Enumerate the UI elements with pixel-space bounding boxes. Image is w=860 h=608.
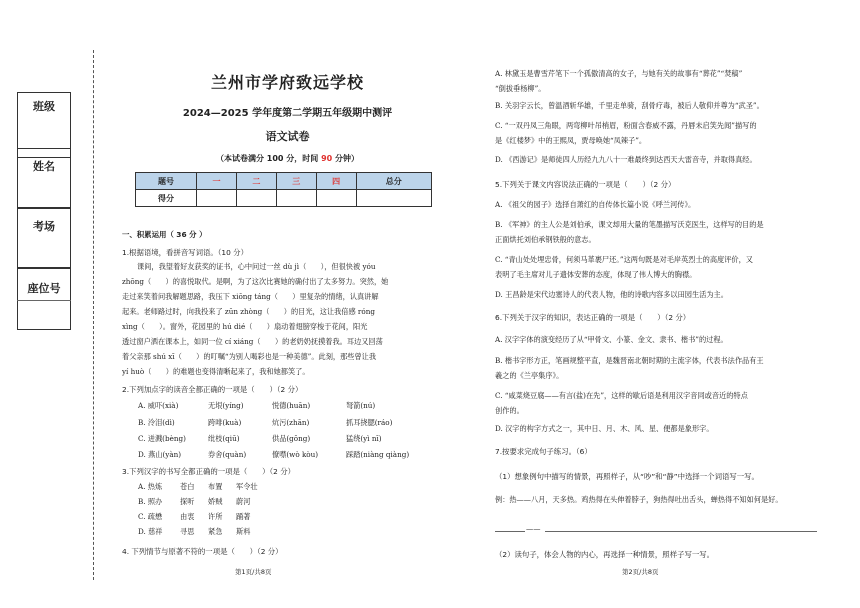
score-head-1: 一	[197, 173, 237, 190]
option-word: 供品(gōng)	[272, 434, 311, 443]
exam-note-suffix: 分钟）	[332, 154, 359, 163]
binding-dashed-line	[93, 50, 94, 580]
exam-note-time: 90	[321, 154, 333, 163]
q4-option-b[interactable]: B. 关羽字云长，曾温酒斩华雄，千里走单骑，刮骨疗毒，被后人敬仰并尊为“武圣”。	[495, 101, 764, 110]
option-word: D. 燕山(yàn)	[138, 450, 182, 459]
option-word: D. 慈祥	[138, 527, 163, 536]
score-cell[interactable]	[236, 190, 276, 207]
option-word: 券舍(quàn)	[208, 450, 247, 459]
score-table-row	[136, 190, 432, 207]
q4-option-d[interactable]: D. 《西游记》是师徒四人历经九九八十一难最终到达西天大雷音寺，并取得真经。	[495, 155, 757, 164]
seat-box	[17, 268, 71, 330]
question-7: 7.按要求完成句子练习。（6）	[495, 447, 592, 456]
exam-note-prefix: （本试卷满分 100 分，时间	[216, 154, 322, 163]
score-head-total: 总分	[356, 173, 431, 190]
q5-option-a[interactable]: A. 《祖父的园子》选择自萧红的自传体长篇小说《呼兰河传》。	[495, 200, 696, 209]
option-word: 斯料	[236, 527, 251, 536]
option-word: 布置	[208, 482, 223, 491]
score-head-2: 二	[236, 173, 276, 190]
q6-option-a[interactable]: A. 汉字字体的演变经历了从“甲骨文、小篆、金文、隶书、楷书”的过程。	[495, 335, 728, 344]
score-cell[interactable]	[197, 190, 237, 207]
option-word: A. 热炼	[138, 482, 163, 491]
option-word: 跨啡(kuà)	[208, 418, 242, 427]
score-table	[135, 172, 432, 207]
passage-line: 透过窗户洒在课本上，如同一位 cí xiáng（ ）的老奶奶抚摸着我。耳边又回荡	[122, 337, 383, 346]
q6-option-b-line2: 羲之的《兰亭集序》。	[495, 371, 564, 380]
option-word: 探听	[180, 497, 195, 506]
option-word: 蔚河	[236, 497, 251, 506]
q5-option-c-line2: 表明了毛主席对儿子遗体安葬的态度，体现了伟人博大的胸襟。	[495, 270, 697, 279]
section-title: 一、积累运用（ 36 分 ）	[122, 230, 207, 239]
seat-label: 座位号	[27, 282, 61, 295]
q4-option-c-line1[interactable]: C. “一双丹凤三角眼，两弯柳叶吊梢眉，粉面含春威不露，丹唇未启笑先闻”描写的	[495, 121, 757, 130]
option-word: B. 照办	[138, 497, 163, 506]
question-7-2: （2）读句子，体会人物的内心，再选择一种情景，照样子写一写。	[495, 550, 715, 559]
seat-underline	[17, 300, 71, 301]
exam-room-label: 考场	[33, 220, 55, 233]
passage-line: yí huò（ ）的难题也变得清晰起来了，我和她都笑了。	[122, 367, 310, 376]
score-row-label: 得分	[136, 190, 197, 207]
score-table-head	[136, 173, 432, 190]
question-7-1: （1）想象例句中描写的情景，再照样子，从“吵”和“静”中选择一个词语写一写。	[495, 472, 759, 481]
term-title: 2024—2025 学年度第二学期五年级期中测评	[182, 108, 393, 119]
score-cell[interactable]	[276, 190, 316, 207]
passage-line: zhōng（ ）的喜悦取代。是啊，为了这次比赛她的确付出了太多努力。突然，她	[122, 277, 389, 286]
q5-option-b-line1[interactable]: B. 《军神》的主人公是刘伯承，课文却用大量的笔墨描写沃克医生，这样写的目的是	[495, 220, 764, 229]
answer-line-short[interactable]	[495, 531, 525, 532]
question-6: 6.下列关于汉字的知识，表达正确的一项是（ ）（2 分）	[495, 313, 691, 322]
option-word: B. 泠泪(dì)	[138, 418, 175, 427]
question-2: 2.下列加点字的读音全都正确的一项是（ ）（2 分）	[122, 385, 303, 394]
name-label: 姓名	[33, 160, 55, 173]
subject-title: 语文试卷	[265, 130, 310, 143]
option-word: 抓耳挠腮(ráo)	[346, 418, 393, 427]
passage-line: 着父亲那 shú xī（ ）的叮嘱“为别人喝彩也是一种美德”。此刻，那些曾让我	[122, 352, 377, 361]
example-sentence: 例：热——八月，天多热。鸡热得在头伸着脖子，狗热得吐出舌头，蝉热得不知如何是好。	[495, 495, 783, 504]
option-word: 猛绕(yì nī)	[346, 434, 382, 443]
exam-note	[160, 153, 415, 164]
passage-line: xìng（ ）。窗外，花园里的 hú dié（ ）扇动着翅膀穿梭于花间，阳光	[122, 322, 368, 331]
option-word: 由衷	[180, 512, 195, 521]
option-word: 娇贼	[208, 497, 223, 506]
passage-line: 起来。老师路过时，向我投来了 zūn zhòng（ ）的目光，这让我倍感 róng	[122, 307, 375, 316]
q4-option-c-line2: 是《红楼梦》中的王熙凤，贾母唤她“凤辣子”。	[495, 136, 647, 145]
option-word: 炕污(zhān)	[272, 418, 310, 427]
q6-option-b-line1[interactable]: B. 楷书字形方正，笔画规整平直，是魏晋南北朝时期的主流字体，代表书法作品有王	[495, 356, 764, 365]
score-head-4: 四	[316, 173, 356, 190]
q6-option-d[interactable]: D. 汉字的构字方式之一，其中日、月、木、风、星、便都是象形字。	[495, 424, 714, 433]
page-number-right: 第2页/共8页	[622, 568, 659, 576]
passage-line: 课间，我望着好友获奖的证书，心中问过一丝 dù jì（ ），但很快被 yóu	[137, 262, 376, 271]
page-number-left: 第1页/共8页	[235, 568, 272, 576]
q4-option-a-line2: “倒拔垂杨柳”。	[495, 84, 546, 93]
answer-line-long[interactable]	[545, 531, 817, 532]
question-1: 1.根据语境，看拼音写词语。（10 分）	[122, 248, 248, 257]
school-title: 兰州市学府致远学校	[210, 73, 364, 92]
question-4: 4. 下列情节与原著不符的一项是（ ）（2 分）	[122, 547, 283, 556]
option-word: C. 迸溅(bèng)	[138, 434, 186, 443]
option-word: 踩踏(niàng qiàng)	[346, 450, 410, 459]
answer-dash: ——	[526, 524, 541, 533]
option-word: 苍白	[180, 482, 195, 491]
option-word: 僚噤(wò kòu)	[272, 450, 319, 459]
q6-option-c-line2: 创作的。	[495, 406, 524, 415]
passage-line: 走过来笑着问我解题思路，我压下 xiōng táng（ ）里复杂的情绪，认真讲解	[122, 292, 379, 301]
score-cell[interactable]	[316, 190, 356, 207]
score-head-label: 题号	[136, 173, 197, 190]
option-word: 纰枝(qiū)	[208, 434, 240, 443]
question-5: 5.下列关于课文内容说法正确的一项是（ ）（2 分）	[495, 180, 676, 189]
question-3: 3.下列汉字的书写全都正确的一项是（ ）（2 分）	[122, 467, 295, 476]
score-cell[interactable]	[356, 190, 431, 207]
option-word: 军令壮	[236, 482, 258, 491]
option-word: 踊著	[236, 512, 251, 521]
q5-option-c-line1[interactable]: C. “青山处处埋忠骨，何须马革裹尸还。”这两句既是对毛岸英烈士的高度评价，又	[495, 255, 753, 264]
score-head-3: 三	[276, 173, 316, 190]
q5-option-b-line2: 正面烘托刘伯承钢铁般的意志。	[495, 235, 596, 244]
class-label: 班级	[33, 100, 55, 113]
q4-option-a-line1[interactable]: A. 林黛玉是曹雪芹笔下一个孤傲清高的女子，与她有关的故事有“葬花”“焚稿”	[495, 69, 743, 78]
option-word: C. 疏懋	[138, 512, 163, 521]
q6-option-c-line1[interactable]: C. “咸菜烧豆腐——有言(盐)在先”，这样的歇后语是利用汉字音同或音近的特点	[495, 391, 748, 400]
option-word: 悦德(huān)	[272, 401, 311, 410]
option-word: A. 威吓(xià)	[138, 401, 179, 410]
option-word: 许所	[208, 512, 223, 521]
q5-option-d[interactable]: D. 王昌龄是宋代边塞诗人的代表人物，他的诗歌内容多以田园生活为主。	[495, 290, 728, 299]
option-word: 无垠(yíng)	[208, 401, 244, 410]
name-box	[17, 148, 71, 208]
exam-room-box	[17, 208, 71, 268]
option-word: 寻思	[180, 527, 195, 536]
option-word: 弩箭(nú)	[346, 401, 376, 410]
option-word: 紧急	[208, 527, 223, 536]
